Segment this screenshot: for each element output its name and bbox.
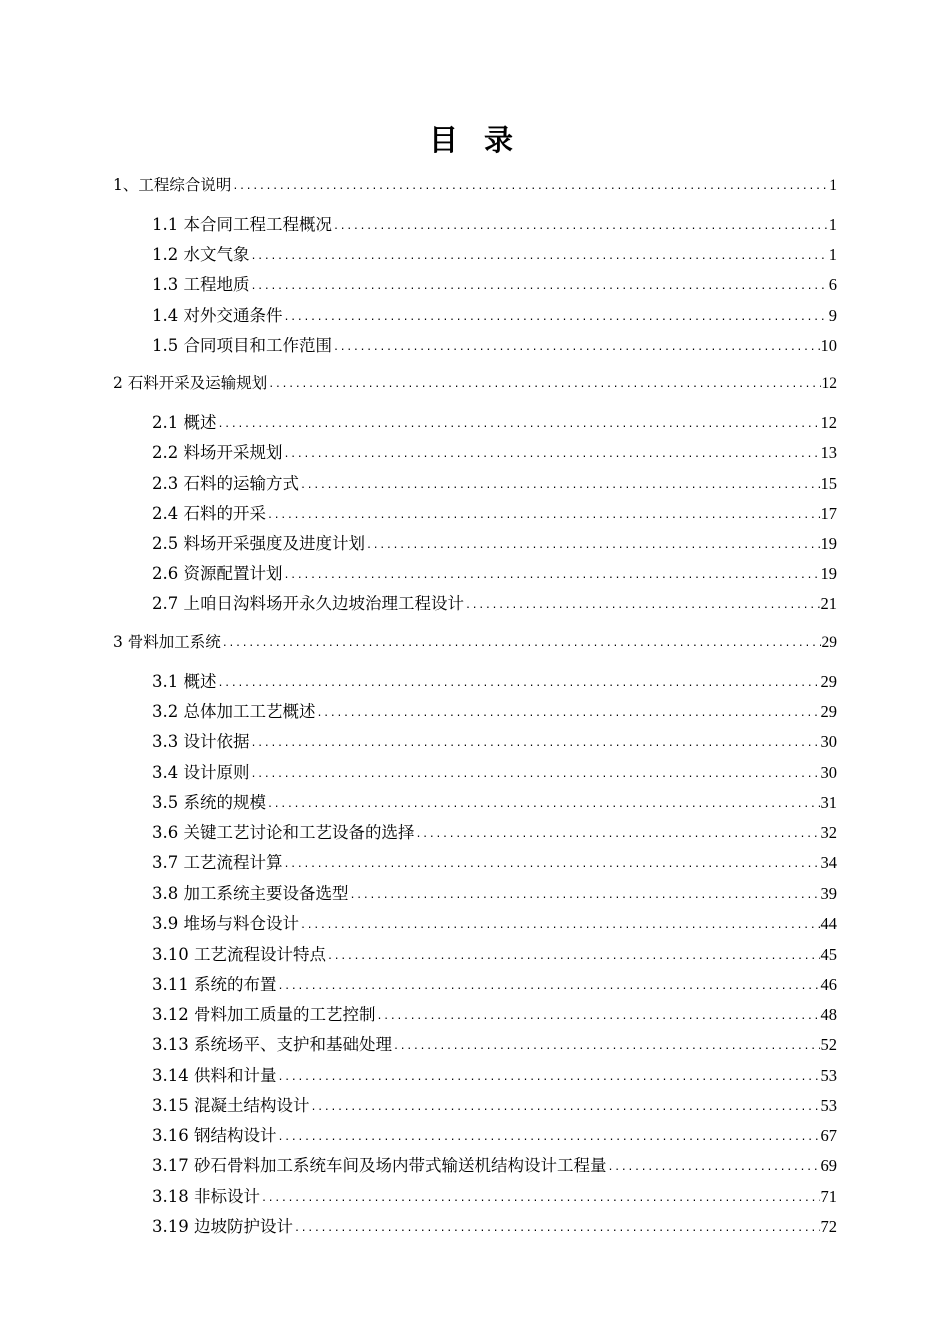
toc-page-number: 39	[820, 884, 837, 903]
toc-entry[interactable]	[152, 974, 837, 999]
toc-entry-label: 1.2 水文气象	[152, 245, 250, 264]
toc-entry-label: 2.3 石料的运输方式	[152, 474, 299, 493]
toc-page-number: 9	[828, 306, 837, 325]
toc-leader-dots	[251, 764, 820, 786]
toc-page-number: 29	[820, 702, 837, 721]
toc-entry-label: 1.5 合同项目和工作范围	[152, 336, 332, 355]
toc-entry[interactable]	[152, 913, 837, 938]
toc-leader-dots	[300, 915, 820, 937]
toc-page-number: 44	[820, 914, 837, 933]
toc-leader-dots	[284, 565, 820, 587]
toc-page-number: 71	[820, 1187, 837, 1206]
toc-entry[interactable]	[152, 792, 837, 817]
toc-entry[interactable]	[152, 442, 837, 467]
toc-page-number: 72	[820, 1217, 837, 1236]
toc-entry-label: 1、工程综合说明	[113, 176, 232, 194]
toc-entry[interactable]	[152, 274, 837, 299]
toc-entry-label: 3.10 工艺流程设计特点	[152, 945, 326, 964]
toc-page-number: 52	[820, 1035, 837, 1054]
toc-leader-dots	[222, 633, 821, 655]
toc-leader-dots	[284, 307, 828, 329]
toc-leader-dots	[251, 733, 820, 755]
toc-entry-label: 2.2 料场开采规划	[152, 443, 283, 462]
toc-entry[interactable]	[152, 214, 837, 239]
toc-entry[interactable]	[152, 762, 837, 787]
toc-leader-dots	[300, 475, 820, 497]
toc-leader-dots	[327, 946, 820, 968]
toc-leader-dots	[465, 595, 820, 617]
toc-entry-label: 2.6 资源配置计划	[152, 564, 283, 583]
toc-entry-label: 3.12 骨料加工质量的工艺控制	[152, 1005, 376, 1024]
toc-entry[interactable]	[152, 731, 837, 756]
toc-entry[interactable]	[152, 1034, 837, 1059]
toc-page-number: 17	[820, 504, 837, 523]
toc-page-number: 46	[820, 975, 837, 994]
toc-entry-label: 1.1 本合同工程工程概况	[152, 215, 332, 234]
toc-page-number: 10	[820, 336, 837, 355]
toc-leader-dots	[218, 414, 820, 436]
toc-leader-dots	[251, 246, 828, 268]
toc-entry-label: 3.9 堆场与料仓设计	[152, 914, 299, 933]
toc-entry-label: 3.5 系统的规模	[152, 793, 266, 812]
toc-leader-dots	[261, 1188, 820, 1210]
toc-leader-dots	[416, 824, 820, 846]
toc-leader-dots	[232, 176, 828, 198]
toc-entry-label: 3.18 非标设计	[152, 1187, 260, 1206]
toc-entry-label: 3.15 混凝土结构设计	[152, 1096, 310, 1115]
toc-entry-label: 3.4 设计原则	[152, 763, 250, 782]
toc-entry[interactable]	[152, 335, 837, 360]
toc-entry[interactable]	[152, 412, 837, 437]
page-title: 目 录	[428, 123, 522, 157]
toc-leader-dots	[333, 337, 820, 359]
toc-entry-label: 3.6 关键工艺讨论和工艺设备的选择	[152, 823, 415, 842]
toc-entry-label: 3.19 边坡防护设计	[152, 1217, 293, 1236]
toc-page-number: 19	[820, 564, 837, 583]
toc-leader-dots	[366, 535, 820, 557]
toc-entry[interactable]	[152, 533, 837, 558]
toc-page-number: 19	[820, 534, 837, 553]
toc-entry[interactable]	[152, 701, 837, 726]
toc-leader-dots	[277, 1127, 819, 1149]
toc-leader-dots	[350, 885, 820, 907]
toc-page-number: 53	[820, 1096, 837, 1115]
toc-page-number: 29	[821, 634, 837, 651]
toc-leader-dots	[294, 1218, 820, 1240]
toc-entry[interactable]	[152, 1004, 837, 1029]
toc-page-number: 21	[820, 594, 837, 613]
toc-leader-dots	[284, 444, 820, 466]
toc-entry[interactable]	[152, 593, 837, 618]
toc-entry[interactable]	[152, 1186, 837, 1211]
toc-entry-label: 2.5 料场开采强度及进度计划	[152, 534, 365, 553]
toc-entry[interactable]	[152, 1065, 837, 1090]
toc-leader-dots	[284, 854, 820, 876]
toc-entry-label: 3.2 总体加工工艺概述	[152, 702, 316, 721]
toc-leader-dots	[267, 505, 820, 527]
toc-leader-dots	[317, 703, 820, 725]
toc-page-number: 1	[828, 245, 837, 264]
toc-leader-dots	[393, 1036, 820, 1058]
toc-leader-dots	[333, 216, 828, 238]
toc-entry-label: 3.16 钢结构设计	[152, 1126, 277, 1145]
toc-entry-label: 3.7 工艺流程计算	[152, 853, 283, 872]
toc-page-number: 31	[820, 793, 837, 812]
toc-entry[interactable]	[152, 1125, 837, 1150]
toc-entry[interactable]	[152, 305, 837, 330]
toc-entry[interactable]	[152, 852, 837, 877]
toc-leader-dots	[277, 976, 819, 998]
toc-page-number: 32	[820, 823, 837, 842]
toc-entry[interactable]	[113, 631, 837, 656]
toc-entry[interactable]	[152, 503, 837, 528]
toc-page-number: 13	[820, 443, 837, 462]
toc-page-number: 45	[820, 945, 837, 964]
toc-page-number: 12	[821, 375, 837, 392]
toc-page-number: 34	[820, 853, 837, 872]
toc-page-number: 67	[820, 1126, 837, 1145]
toc-page-number: 1	[829, 177, 837, 194]
toc-leader-dots	[277, 1067, 819, 1089]
toc-leader-dots	[268, 374, 820, 396]
toc-entry[interactable]	[152, 822, 837, 847]
toc-page-number: 6	[828, 275, 837, 294]
toc-entry-label: 3.8 加工系统主要设备选型	[152, 884, 349, 903]
toc-entry[interactable]	[152, 473, 837, 498]
toc-entry-label: 3.14 供料和计量	[152, 1066, 277, 1085]
toc-entry-label: 3.3 设计依据	[152, 732, 250, 751]
toc-entry-label: 2 石料开采及运输规划	[113, 374, 268, 392]
toc-leader-dots	[267, 794, 820, 816]
toc-leader-dots	[376, 1006, 819, 1028]
toc-page-number: 1	[828, 215, 837, 234]
toc-page-number: 29	[820, 672, 837, 691]
toc-entry[interactable]	[152, 563, 837, 588]
toc-page-number: 30	[820, 763, 837, 782]
toc-entry[interactable]	[152, 1155, 837, 1180]
toc-page-number: 48	[820, 1005, 837, 1024]
toc-entry-label: 1.3 工程地质	[152, 275, 250, 294]
toc-entry[interactable]	[152, 883, 837, 908]
toc-page-number: 53	[820, 1066, 837, 1085]
toc-entry[interactable]	[152, 944, 837, 969]
toc-entry-label: 2.4 石料的开采	[152, 504, 266, 523]
toc-entry[interactable]	[152, 244, 837, 269]
toc-entry-label: 3 骨料加工系统	[113, 633, 221, 651]
toc-entry[interactable]	[152, 1216, 837, 1241]
toc-page-number: 30	[820, 732, 837, 751]
toc-entry-label: 3.1 概述	[152, 672, 217, 691]
toc-page-number: 12	[820, 413, 837, 432]
toc-entry-label: 1.4 对外交通条件	[152, 306, 283, 325]
toc-entry-label: 3.17 砂石骨料加工系统车间及场内带式输送机结构设计工程量	[152, 1156, 607, 1175]
toc-page-number: 69	[820, 1156, 837, 1175]
toc-entry[interactable]	[152, 671, 837, 696]
toc-leader-dots	[251, 276, 828, 298]
toc-leader-dots	[218, 673, 820, 695]
toc-page-number: 15	[820, 474, 837, 493]
toc-entry-label: 2.1 概述	[152, 413, 217, 432]
toc-entry-label: 2.7 上咱日沟料场开永久边坡治理工程设计	[152, 594, 464, 613]
toc-entry[interactable]	[113, 372, 837, 397]
toc-leader-dots	[607, 1157, 819, 1179]
toc-entry-label: 3.11 系统的布置	[152, 975, 277, 994]
toc-entry[interactable]	[152, 1095, 837, 1120]
toc-entry[interactable]	[113, 174, 837, 199]
toc-leader-dots	[310, 1097, 819, 1119]
toc-entry-label: 3.13 系统场平、支护和基础处理	[152, 1035, 392, 1054]
